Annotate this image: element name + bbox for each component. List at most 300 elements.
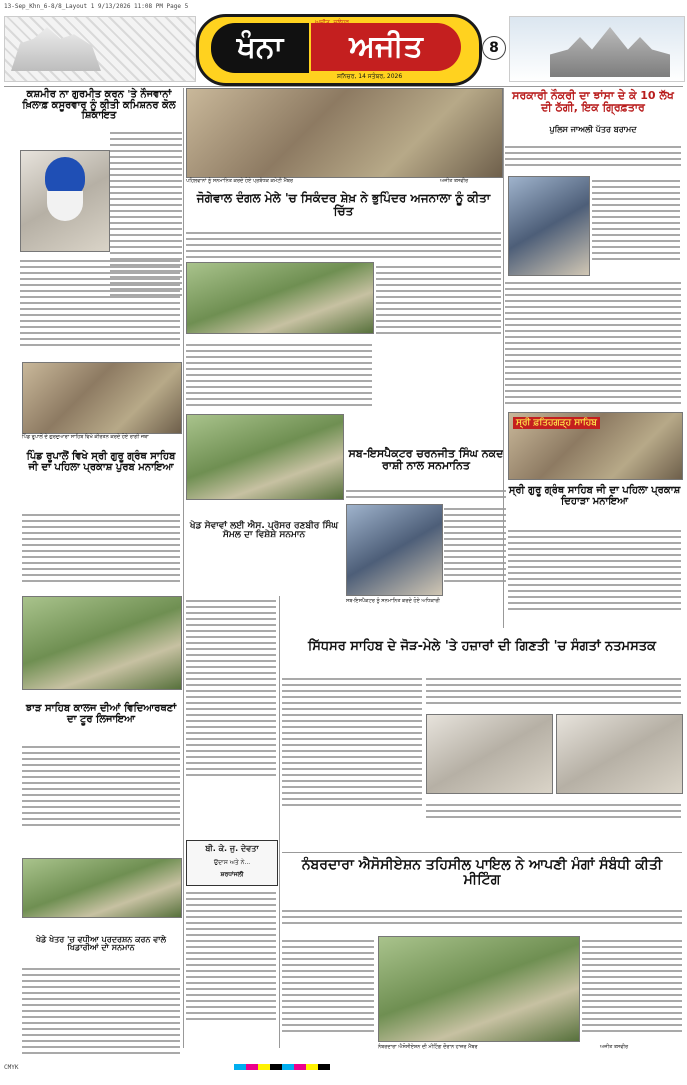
text-line <box>282 964 374 966</box>
text-line <box>20 296 180 298</box>
text-line <box>186 648 276 650</box>
column-khede-text <box>22 964 180 1056</box>
column-sidhsar-3 <box>426 800 681 830</box>
text-line <box>444 562 506 564</box>
column-college-right <box>186 596 276 836</box>
text-line <box>20 344 180 346</box>
column-prakash-text <box>508 526 681 626</box>
text-line <box>508 560 681 562</box>
text-line <box>22 776 180 778</box>
text-line <box>186 898 276 900</box>
page-number: 8 <box>482 36 506 60</box>
text-line <box>444 520 506 522</box>
text-line <box>282 714 422 716</box>
text-line <box>505 354 681 356</box>
text-line <box>22 758 180 760</box>
text-line <box>505 158 681 160</box>
text-line <box>282 970 374 972</box>
beard-figure <box>47 191 83 221</box>
text-line <box>282 708 422 710</box>
text-line <box>505 164 681 166</box>
text-line <box>22 764 180 766</box>
text-line <box>505 318 681 320</box>
color-registration-strip <box>234 1064 330 1070</box>
text-line <box>186 750 276 752</box>
column-sidhsar-1 <box>282 674 422 824</box>
column-sub-inspector-text <box>346 486 506 506</box>
text-line <box>22 800 180 802</box>
obituary-box <box>186 840 278 886</box>
text-line <box>346 496 506 498</box>
text-line <box>505 342 681 344</box>
column-rule <box>503 88 504 628</box>
text-line <box>186 238 501 240</box>
text-line <box>22 998 180 1000</box>
text-line <box>282 1018 374 1020</box>
subhead-sarkari: ਪੁਲਿਸ ਜਾਅਲੀ ਪੱਤਰ ਬਰਾਮਦ <box>549 125 637 134</box>
footer-bar <box>4 1062 683 1076</box>
photo-kirtan <box>22 362 182 434</box>
text-line <box>22 968 180 970</box>
text-line <box>22 806 180 808</box>
text-line <box>186 916 276 918</box>
text-line <box>505 300 681 302</box>
text-line <box>186 696 276 698</box>
text-line <box>282 762 422 764</box>
text-line <box>426 678 681 680</box>
text-line <box>20 266 180 268</box>
text-line <box>186 250 501 252</box>
text-line <box>110 252 182 254</box>
text-line <box>22 574 180 576</box>
color-swatch <box>294 1064 306 1070</box>
row-rule <box>4 86 683 87</box>
text-line <box>186 756 276 758</box>
text-line <box>186 618 276 620</box>
text-line <box>20 302 180 304</box>
text-line <box>110 144 182 146</box>
text-line <box>592 186 680 188</box>
headline-college: ਝਾੜ ਸਾਹਿਬ ਕਾਲਜ ਦੀਆਂ ਵਿਦਿਆਰਥਣਾਂ ਦਾ ਟੂਰ ਲਿਜਾਇਆ <box>25 703 177 725</box>
column-sarkari-right <box>592 176 680 274</box>
text-line <box>282 994 374 996</box>
text-line <box>508 554 681 556</box>
column-sub-inspector-right <box>444 504 506 594</box>
color-swatch <box>306 1064 318 1070</box>
text-line <box>22 812 180 814</box>
color-swatch <box>318 1064 330 1070</box>
text-line <box>22 818 180 820</box>
text-line <box>20 314 180 316</box>
text-line <box>110 192 182 194</box>
text-line <box>186 642 276 644</box>
text-line <box>22 1022 180 1024</box>
text-line <box>186 982 276 984</box>
text-line <box>282 792 422 794</box>
text-line <box>508 548 681 550</box>
text-line <box>505 324 681 326</box>
text-line <box>282 750 422 752</box>
text-line <box>592 258 680 260</box>
text-line <box>186 970 276 972</box>
masthead-logo-block <box>196 14 482 86</box>
photo-prakash-kirtan <box>508 412 683 480</box>
text-line <box>508 608 681 610</box>
text-line <box>282 1012 374 1014</box>
temple-illustration <box>11 25 101 71</box>
text-line <box>282 988 374 990</box>
text-line <box>110 156 182 158</box>
text-line <box>186 350 372 352</box>
text-line <box>186 690 276 692</box>
text-line <box>508 566 681 568</box>
column-sarkari-bottom <box>505 278 681 408</box>
text-line <box>505 312 681 314</box>
text-line <box>592 234 680 236</box>
text-line <box>582 1012 682 1014</box>
text-line <box>186 940 276 942</box>
text-line <box>22 544 180 546</box>
text-line <box>592 198 680 200</box>
text-line <box>186 1012 276 1014</box>
text-line <box>505 306 681 308</box>
text-line <box>505 378 681 380</box>
obituary-tag: ਸ਼ਰਧਾਂਜਲੀ <box>220 871 244 878</box>
color-swatch <box>246 1064 258 1070</box>
text-line <box>110 132 182 134</box>
text-line <box>20 284 180 286</box>
text-line <box>110 240 182 242</box>
text-line <box>20 338 180 340</box>
text-line <box>22 980 180 982</box>
text-line <box>110 180 182 182</box>
text-line <box>186 774 276 776</box>
color-swatch <box>270 1064 282 1070</box>
text-line <box>376 284 501 286</box>
text-line <box>186 732 276 734</box>
text-line <box>22 986 180 988</box>
text-line <box>444 544 506 546</box>
text-line <box>444 574 506 576</box>
text-line <box>110 222 182 224</box>
text-line <box>282 952 374 954</box>
brand-name-right: ਅਜੀਤ <box>311 23 461 71</box>
caption-pind: ਪਿੰਡ ਰੂਪਾਲੋਂ ਦੇ ਗੁਰਦੁਆਰਾ ਸਾਹਿਬ ਵਿਖੇ ਕੀਰਤਨ ਕਰਦੇ ਹੋਏ ਰਾਗੀ ਜਥਾ <box>22 434 149 440</box>
text-line <box>282 702 422 704</box>
text-line <box>186 660 276 662</box>
text-line <box>582 994 682 996</box>
text-line <box>186 988 276 990</box>
headline-sidhsar: ਸਿੱਧਸਰ ਸਾਹਿਬ ਦੇ ਜੋੜ-ਮੇਲੇ 'ਤੇ ਹਜ਼ਾਰਾਂ ਦੀ ਗਿਣਤੀ 'ਚ ਸੰਗਤਾਂ ਨਤਮਸਤਕ <box>308 639 656 654</box>
text-line <box>426 816 681 818</box>
text-line <box>505 348 681 350</box>
text-line <box>444 508 506 510</box>
headline-sub-inspector: ਸਬ-ਇਸਪੈਕਟਰ ਚਰਨਜੀਤ ਸਿੰਘ ਨਕਦ ਰਾਸ਼ੀ ਨਾਲ ਸਨਮਾਨਿਤ <box>348 447 504 472</box>
text-line <box>282 922 682 924</box>
color-swatch <box>258 1064 270 1070</box>
text-line <box>444 580 506 582</box>
text-line <box>592 222 680 224</box>
text-line <box>282 744 422 746</box>
text-line <box>186 606 276 608</box>
text-line <box>22 1040 180 1042</box>
column-nambardar-left <box>282 936 374 1048</box>
text-line <box>186 904 276 906</box>
photo-sub-inspector <box>346 504 443 596</box>
text-line <box>186 922 276 924</box>
masthead <box>4 14 683 84</box>
text-line <box>376 332 501 334</box>
column-dangal-text <box>186 228 501 262</box>
text-line <box>376 278 501 280</box>
text-line <box>282 916 682 918</box>
text-line <box>282 696 422 698</box>
headline-khede: ਖੇਡੇ ਖੇਤਰ 'ਚ ਵਧੀਆ ਪ੍ਰਦਰਸ਼ਨ ਕਰਨ ਵਾਲੇ ਖਿਡਾਰੀਆਂ ਦਾ ਸਨਮਾਨ <box>36 935 166 953</box>
text-line <box>505 372 681 374</box>
text-line <box>186 964 276 966</box>
text-line <box>508 542 681 544</box>
text-line <box>22 746 180 748</box>
text-line <box>592 252 680 254</box>
text-line <box>582 1000 682 1002</box>
photo-sidhsar-2 <box>556 714 683 794</box>
text-line <box>186 404 372 406</box>
text-line <box>186 386 372 388</box>
banner-prakash: ਸ੍ਰੀ ਫ਼ਤਿਹਗੜ੍ਹ ਸਾਹਿਬ <box>513 417 600 429</box>
text-line <box>282 768 422 770</box>
text-line <box>186 672 276 674</box>
text-line <box>22 1034 180 1036</box>
text-line <box>376 296 501 298</box>
text-line <box>376 314 501 316</box>
text-line <box>186 232 501 234</box>
text-line <box>22 794 180 796</box>
text-line <box>505 330 681 332</box>
text-line <box>508 584 681 586</box>
text-line <box>186 374 372 376</box>
caption-dangal: ਪਹਿਲਵਾਨਾਂ ਨੂੰ ਸਨਮਾਨਿਤ ਕਰਦੇ ਹੋਏ ਪ੍ਰਬੰਧਕ ਕਮੇਟੀ ਮੈਂਬਰ <box>186 178 294 184</box>
text-line <box>22 1028 180 1030</box>
text-line <box>22 532 180 534</box>
text-line <box>508 578 681 580</box>
issue-date: ਸ਼ਨਿਚਰ, 14 ਸਤੰਬਰ, 2026 <box>337 73 403 80</box>
obituary-subhead: ਉਦਾਸ ਅਤੇ ਨੇ... <box>213 859 251 866</box>
text-line <box>282 1000 374 1002</box>
text-line <box>508 602 681 604</box>
text-line <box>186 976 276 978</box>
text-line <box>22 770 180 772</box>
text-line <box>186 708 276 710</box>
page-slug: 13-Sep_Khn_6-8/8_Layout 1 9/13/2026 11:08 PM Page 5 <box>4 3 189 10</box>
text-line <box>186 738 276 740</box>
text-line <box>444 532 506 534</box>
text-line <box>186 1018 276 1020</box>
photo-police-arrest <box>508 176 590 276</box>
text-line <box>22 526 180 528</box>
text-line <box>186 678 276 680</box>
text-line <box>186 356 372 358</box>
text-line <box>282 756 422 758</box>
text-line <box>282 726 422 728</box>
gurdwara-illustration <box>550 27 670 77</box>
text-line <box>186 934 276 936</box>
column-rule <box>183 88 184 1048</box>
text-line <box>186 702 276 704</box>
column-obituary-text <box>186 888 276 1056</box>
column-sarkari-text <box>505 142 681 176</box>
obituary-name: ਬੀ. ਕੇ. ਜੁ. ਦੇਵਤਾ <box>205 844 259 853</box>
text-line <box>346 490 506 492</box>
column-nambardar-top <box>282 906 682 936</box>
text-line <box>282 804 422 806</box>
headline-dangal: ਜੋਗੇਵਾਲ ਦੰਗਲ ਮੇਲੇ 'ਚ ਸਿਕੰਦਰ ਸ਼ੇਖ਼ ਨੇ ਭੁਪਿੰਦਰ ਅਜਨਾਲਾ ਨੂੰ ਕੀਤਾ ਚਿੱਤ <box>196 191 491 218</box>
text-line <box>186 946 276 948</box>
text-line <box>22 992 180 994</box>
photo-sikh-elder <box>20 150 110 252</box>
text-line <box>282 976 374 978</box>
text-line <box>186 726 276 728</box>
text-line <box>22 1004 180 1006</box>
text-line <box>110 234 182 236</box>
text-line <box>282 690 422 692</box>
text-line <box>22 1052 180 1054</box>
text-line <box>186 720 276 722</box>
text-line <box>186 910 276 912</box>
text-line <box>282 732 422 734</box>
text-line <box>110 138 182 140</box>
text-line <box>376 326 501 328</box>
text-line <box>20 308 180 310</box>
text-line <box>426 810 681 812</box>
photo-sidhsar-1 <box>426 714 553 794</box>
text-line <box>282 738 422 740</box>
text-line <box>426 690 681 692</box>
text-line <box>20 260 180 262</box>
text-line <box>186 256 501 258</box>
text-line <box>22 550 180 552</box>
color-swatch <box>282 1064 294 1070</box>
text-line <box>110 198 182 200</box>
text-line <box>508 590 681 592</box>
text-line <box>444 556 506 558</box>
text-line <box>186 768 276 770</box>
text-line <box>22 824 180 826</box>
text-line <box>282 774 422 776</box>
text-line <box>186 1000 276 1002</box>
photo-khed-honour <box>186 414 344 500</box>
text-line <box>186 892 276 894</box>
photo-khede-group <box>22 858 182 918</box>
text-line <box>186 344 372 346</box>
text-line <box>505 336 681 338</box>
text-line <box>282 910 682 912</box>
text-line <box>20 320 180 322</box>
text-line <box>444 550 506 552</box>
column-pind-text <box>22 510 180 590</box>
credit-dangal: ਅਜੀਤ ਤਸਵੀਰ <box>440 178 469 184</box>
text-line <box>110 210 182 212</box>
text-line <box>582 1018 682 1020</box>
text-line <box>282 982 374 984</box>
text-line <box>110 204 182 206</box>
text-line <box>282 940 374 942</box>
masthead-right-ornament <box>509 16 685 82</box>
text-line <box>22 514 180 516</box>
text-line <box>186 392 372 394</box>
text-line <box>282 720 422 722</box>
headline-gurmukh: ਕਸ਼ਮੀਰ ਨਾ ਗੁਰਮੀਤ ਕਰਨ 'ਤੇ ਨੌਜਵਾਨਾਂ ਖ਼ਿਲਾਫ਼ ਕਸੂਰਵਾਰ ਨੂੰ ਕੀਤੀ ਕਮਿਸ਼ਨਰ ਕੋਲ ਸ਼ਿਕਾਇਤ <box>22 89 176 121</box>
text-line <box>505 282 681 284</box>
text-line <box>444 526 506 528</box>
text-line <box>22 538 180 540</box>
text-line <box>592 246 680 248</box>
text-line <box>592 228 680 230</box>
text-line <box>186 630 276 632</box>
column-rule <box>279 596 280 1048</box>
text-line <box>186 666 276 668</box>
text-line <box>505 288 681 290</box>
text-line <box>282 1006 374 1008</box>
text-line <box>592 216 680 218</box>
text-line <box>22 1010 180 1012</box>
text-line <box>592 204 680 206</box>
text-line <box>426 702 681 704</box>
text-line <box>282 798 422 800</box>
headline-khed: ਖੇਡ ਸੇਵਾਵਾਂ ਲਈ ਐਸ. ਪ੍ਰੋਸਰ ਰਣਬੀਰ ਸਿੰਘ ਸੋਮਲ ਦਾ ਵਿਸ਼ੇਸ਼ ਸਨਮਾਨ <box>189 521 339 541</box>
text-line <box>426 696 681 698</box>
text-line <box>282 958 374 960</box>
text-line <box>592 240 680 242</box>
text-line <box>22 788 180 790</box>
text-line <box>186 762 276 764</box>
text-line <box>505 360 681 362</box>
text-line <box>582 976 682 978</box>
text-line <box>582 958 682 960</box>
text-line <box>376 290 501 292</box>
text-line <box>186 654 276 656</box>
text-line <box>22 556 180 558</box>
text-line <box>444 538 506 540</box>
photo-nambardar-meeting <box>378 936 580 1042</box>
text-line <box>22 562 180 564</box>
footer-slug: CMYK <box>4 1064 19 1071</box>
text-line <box>508 536 681 538</box>
text-line <box>22 520 180 522</box>
brand-name-left: ਖੰਨਾ <box>211 23 309 73</box>
text-line <box>22 580 180 582</box>
text-line <box>282 780 422 782</box>
text-line <box>186 636 276 638</box>
text-line <box>110 246 182 248</box>
headline-pind: ਪਿੰਡ ਰੂਪਾਲੋਂ ਵਿਖੇ ਸ੍ਰੀ ਗੁਰੂ ਗ੍ਰੰਥ ਸਾਹਿਬ ਜੀ ਦਾ ਪਹਿਲਾ ਪ੍ਰਕਾਸ਼ ਪੁਰਬ ਮਨਾਇਆ <box>26 451 176 473</box>
text-line <box>505 294 681 296</box>
text-line <box>426 804 681 806</box>
color-swatch <box>234 1064 246 1070</box>
text-line <box>582 1006 682 1008</box>
text-line <box>376 272 501 274</box>
text-line <box>592 192 680 194</box>
text-line <box>186 952 276 954</box>
text-line <box>186 362 372 364</box>
text-line <box>376 266 501 268</box>
photo-dangal-wrestlers <box>186 88 503 178</box>
text-line <box>20 290 180 292</box>
masthead-left-ornament <box>4 16 196 82</box>
text-line <box>376 302 501 304</box>
text-line <box>110 216 182 218</box>
text-line <box>186 714 276 716</box>
text-line <box>282 1024 374 1026</box>
